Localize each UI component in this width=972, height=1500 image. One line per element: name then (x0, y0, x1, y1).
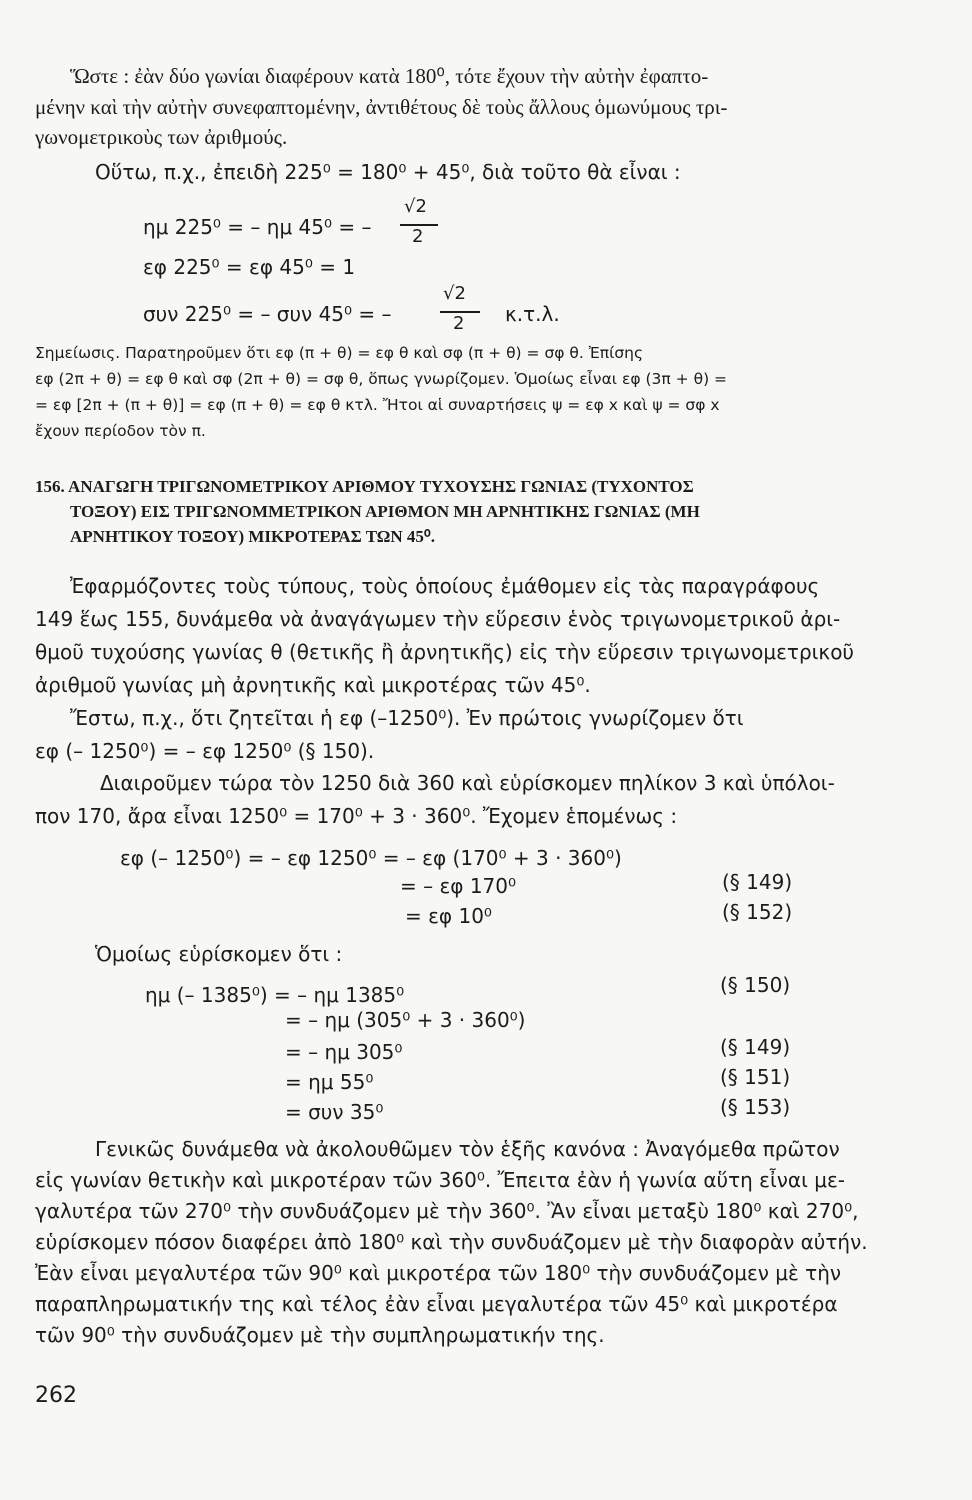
eq-tan-10: = εφ 10⁰ (405, 904, 492, 928)
paragraph-5-line-6: παραπληρωματικήν της καὶ τέλος ἐὰν εἶναι μεγαλυτέρα τῶν 45⁰ καὶ μικροτέρα (35, 1292, 838, 1316)
eq-cos-225-denominator: 2 (453, 313, 465, 334)
paragraph-1-line-4: ἀριθμοῦ γωνίας μὴ ἀρνητικῆς καὶ μικροτέρας τῶν 45⁰. (35, 673, 591, 697)
paragraph-5-line-3: γαλυτέρα τῶν 270⁰ τὴν συνδυάζομεν μὲ τὴν 360⁰. Ἂν εἶναι μεταξὺ 180⁰ καὶ 270⁰, (35, 1199, 859, 1223)
paragraph-5-line-4: εὑρίσκομεν πόσον διαφέρει ἀπὸ 180⁰ καὶ τὴν συνδυάζομεν μὲ τὴν διαφορὰν αὐτήν. (35, 1230, 868, 1254)
eq-sin-55: = ημ 55⁰ (285, 1070, 374, 1094)
conclusion-line-3: γωνομετρικοὺς των ἀριθμούς. (35, 125, 288, 149)
paragraph-2-line-1: Ἔστω, π.χ., ὅτι ζητεῖται ἡ εφ (–1250⁰). Ἐν πρώτοις γνωρίζομεν ὅτι (70, 706, 744, 730)
eq-sin-225-numerator: √2 (404, 196, 427, 217)
eq-sin-55-ref: (§ 151) (720, 1065, 791, 1089)
eq-tan-170-ref: (§ 149) (722, 870, 793, 894)
eq-cos-225-numerator: √2 (443, 283, 466, 304)
eq-sin-305-expanded: = – ημ (305⁰ + 3 · 360⁰) (285, 1008, 526, 1032)
paragraph-1-line-1: Ἐφαρμόζοντες τοὺς τύπους, τοὺς ὁποίους ἐμάθομεν εἰς τὰς παραγράφους (70, 574, 820, 598)
conclusion-line-1: Ὥστε : ἐὰν δύο γωνίαι διαφέρουν κατὰ 180⁰, τότε ἔχουν τὴν αὐτὴν ἐφαπτο- (70, 64, 709, 88)
eq-sin-225 (143, 215, 371, 239)
eq-sin-neg-1385: ημ (– 1385⁰) = – ημ 1385⁰ (145, 983, 405, 1007)
example-intro: Οὕτω, π.χ., ἐπειδὴ 225⁰ = 180⁰ + 45⁰, διὰ τοῦτο θὰ εἶναι : (95, 160, 681, 184)
paragraph-3-line-2: πον 170, ἄρα εἶναι 1250⁰ = 170⁰ + 3 · 360⁰. Ἔχομεν ἑπομένως : (35, 804, 678, 828)
eq-tan-neg-1250: εφ (– 1250⁰) = – εφ 1250⁰ = – εφ (170⁰ + 3 · 360⁰) (120, 846, 622, 870)
eq-sin-305: = – ημ 305⁰ (285, 1040, 403, 1064)
eq-tan-10-ref: (§ 152) (722, 900, 793, 924)
paragraph-3-line-1: Διαιροῦμεν τώρα τὸν 1250 διὰ 360 καὶ εὑρίσκομεν πηλίκον 3 καὶ ὑπόλοι- (100, 771, 835, 795)
paragraph-5-line-7: τῶν 90⁰ τὴν συνδυάζομεν μὲ τὴν συμπληρωματικήν της. (35, 1323, 605, 1347)
paragraph-4: Ὁμοίως εὑρίσκομεν ὅτι : (95, 942, 343, 966)
eq-cos-225-kta: κ.τ.λ. (505, 302, 560, 326)
eq-cos-35: = συν 35⁰ (285, 1100, 384, 1124)
eq-sin-305-ref: (§ 149) (720, 1035, 791, 1059)
eq-tan-170: = – εφ 170⁰ (400, 874, 517, 898)
eq-cos-225 (143, 302, 392, 326)
paragraph-5-line-1: Γενικῶς δυνάμεθα νὰ ἀκολουθῶμεν τὸν ἑξῆς κανόνα : Ἀναγόμεθα πρῶτον (95, 1137, 840, 1161)
note-line-1: Σημείωσις. Παρατηροῦμεν ὅτι εφ (π + θ) = εφ θ καὶ σφ (π + θ) = σφ θ. Ἐπίσης (35, 344, 644, 362)
paragraph-5-line-5: Ἐὰν εἶναι μεγαλυτέρα τῶν 90⁰ καὶ μικροτέρα τῶν 180⁰ τὴν συνδυάζομεν μὲ τὴν (35, 1261, 842, 1285)
eq-tan-225: εφ 225⁰ = εφ 45⁰ = 1 (143, 255, 356, 279)
section-heading-line-3: ΑΡΝΗΤΙΚΟΥ ΤΟΞΟΥ) ΜΙΚΡΟΤΕΡΑΣ ΤΩΝ 45⁰. (70, 527, 435, 546)
eq-sin-neg-1385-ref: (§ 150) (720, 973, 791, 997)
paragraph-1-line-3: θμοῦ τυχούσης γωνίας θ (θετικῆς ἢ ἀρνητικῆς) εἰς τὴν εὕρεσιν τριγωνομετρικοῦ (35, 640, 855, 664)
note-line-3: = εφ [2π + (π + θ)] = εφ (π + θ) = εφ θ κτλ. Ἤτοι αἱ συναρτήσεις ψ = εφ x καὶ ψ = σφ x (35, 396, 720, 414)
eq-sin-225-left: ημ 225⁰ = – ημ 45⁰ = – (143, 215, 372, 239)
eq-cos-225-left: συν 225⁰ = – συν 45⁰ = – (143, 302, 392, 326)
section-heading-line-2: ΤΟΞΟΥ) ΕΙΣ ΤΡΙΓΩΝΟΜΜΕΤΡΙΚΟΝ ΑΡΙΘΜΟΝ ΜΗ ΑΡΝΗΤΙΚΗΣ ΓΩΝΙΑΣ (ΜΗ (70, 502, 700, 521)
paragraph-2-line-2: εφ (– 1250⁰) = – εφ 1250⁰ (§ 150). (35, 739, 375, 763)
section-heading-line-1: 156. ΑΝΑΓΩΓΗ ΤΡΙΓΩΝΟΜΕΤΡΙΚΟΥ ΑΡΙΘΜΟΥ ΤΥΧΟΥΣΗΣ ΓΩΝΙΑΣ (ΤΥΧΟΝΤΟΣ (35, 477, 694, 496)
conclusion-line-2: μένην καὶ τὴν αὐτὴν συνεφαπτομένην, ἀντιθέτους δὲ τοὺς ἄλλους ὁμωνύμους τρι- (35, 95, 728, 119)
paragraph-1-line-2: 149 ἕως 155, δυνάμεθα νὰ ἀναγάγωμεν τὴν εὕρεσιν ἑνὸς τριγωνομετρικοῦ ἀρι- (35, 607, 841, 631)
page-number: 262 (35, 1383, 77, 1408)
eq-cos-35-ref: (§ 153) (720, 1095, 791, 1119)
paragraph-5-line-2: εἰς γωνίαν θετικὴν καὶ μικροτέραν τῶν 360⁰. Ἔπειτα ἐὰν ἡ γωνία αὕτη εἶναι με- (35, 1168, 845, 1192)
note-line-2: εφ (2π + θ) = εφ θ καὶ σφ (2π + θ) = σφ θ, ὅπως γνωρίζομεν. Ὁμοίως εἶναι εφ (3π + θ) = (35, 370, 728, 388)
eq-sin-225-denominator: 2 (412, 226, 424, 247)
note-line-4: ἔχουν περίοδον τὸν π. (35, 422, 206, 440)
